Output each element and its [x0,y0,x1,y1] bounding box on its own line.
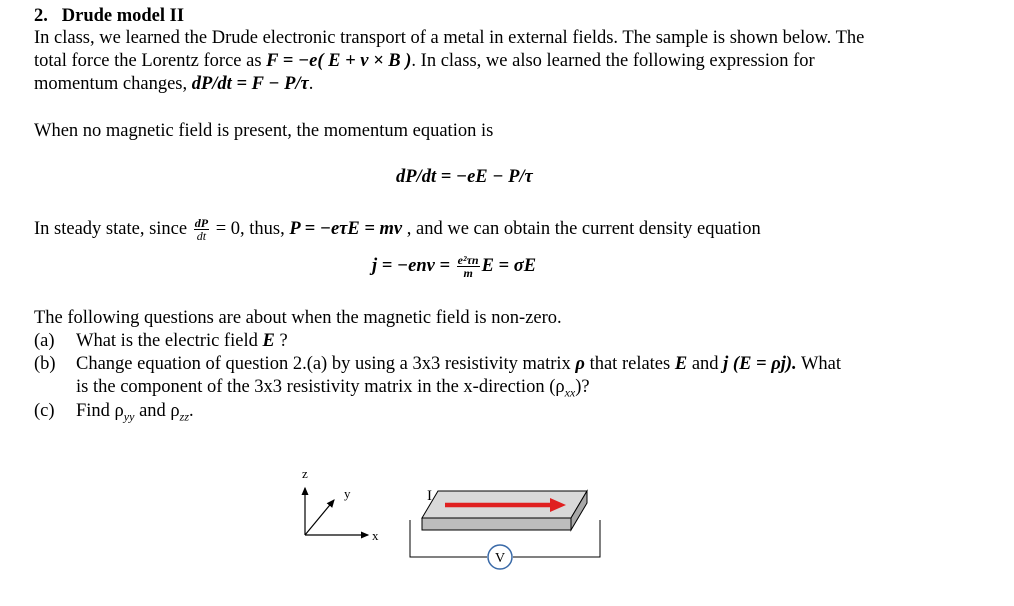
fraction-numerator: e²τn [457,253,479,267]
question-text: Change equation of question 2.(a) by using a 3x3 resistivity matrix [76,354,576,374]
metal-slab [422,491,587,530]
question-label: (b) [34,354,56,374]
question-text: Find ρ [76,401,124,421]
steady-text: = 0, thus, [211,218,290,239]
fraction-numerator: dP [194,216,209,230]
question-label: (a) [34,331,55,351]
question-text: What [796,354,842,374]
intro-text: momentum changes, [34,74,192,94]
fraction-denominator: m [463,266,473,280]
question-label: (c) [34,401,55,421]
question-text: and ρ [134,401,180,421]
question-text: that relates [584,354,675,374]
question-text: What is the electric field [76,331,263,351]
intro-text: . [308,74,314,94]
steady-equation: P = −eτE = mv [289,218,403,239]
voltmeter-label: V [494,551,506,566]
axis-label-z: z [302,466,308,481]
steady-text: In steady state, since [34,218,192,239]
question-number: 2. [34,6,48,26]
slab-front [422,518,571,530]
coordinate-axes [302,466,379,543]
question-symbol: E [674,354,688,374]
axis-label-y: y [344,486,351,501]
axis-label-x: x [372,528,379,543]
current-eq-part: j = −env = [372,255,455,276]
no-field-equation: dP/dt = −eE − P/τ [396,167,533,187]
question-text: ? [274,331,288,351]
subscript: xx [564,385,576,400]
intro-text: . In class, we also learned the following expression for [411,51,815,71]
no-field-text: When no magnetic field is present, the momentum equation is [34,121,494,141]
question-text: . [189,401,194,421]
question-equation: (E = ρj). [728,354,797,374]
y-axis [305,500,334,535]
subscript: yy [123,409,135,424]
question-symbol: j [723,354,729,374]
question-text: and [687,354,724,374]
intro-line-1: In class, we learned the Drude electronic transport of a metal in external fields. The sample is shown below. The [34,28,865,48]
fraction-denominator: dt [196,229,207,243]
question-symbol: ρ [575,354,585,374]
current-label: I [427,488,432,504]
question-text: is the component of the 3x3 resistivity matrix in the x-direction (ρ [76,377,565,397]
momentum-equation: dP/dt = F − P/τ [191,74,309,94]
question-symbol: E [262,331,275,351]
subscript: zz [179,409,189,424]
intro-text: total force the Lorentz force as [34,51,267,71]
steady-text: , and we can obtain the current density equation [402,218,761,239]
current-eq-part: E = σE [481,255,537,276]
question-title: Drude model II [61,6,185,26]
lorentz-equation: F = −e( E + v × B ) [266,51,412,71]
questions-intro: The following questions are about when the magnetic field is non-zero. [34,308,562,328]
question-text: )? [575,377,590,397]
